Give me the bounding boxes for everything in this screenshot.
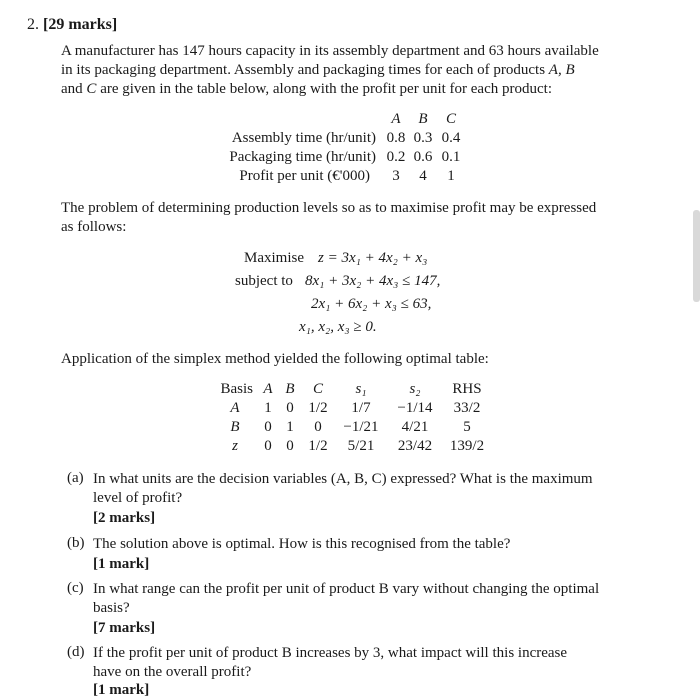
question-marks: [29 marks] — [43, 16, 118, 33]
cell: 5 — [463, 419, 471, 435]
part-text-line-2: have on the overall profit? — [93, 664, 252, 680]
table-row — [205, 418, 491, 437]
cell: 33/2 — [453, 400, 481, 416]
part-text-line-2: basis? — [93, 600, 130, 616]
part-label: (b) — [67, 535, 85, 551]
part-text-line-1: In what units are the decision variables (A, B, C) expressed? What is the maximum — [93, 471, 593, 487]
cell: 0 — [264, 438, 272, 454]
question-number: 2. — [27, 16, 39, 33]
cell: 5/21 — [347, 438, 375, 454]
intro-line-3-post: are given in the table below, along with the profit per unit for each product: — [96, 81, 552, 97]
simplex-intro: Application of the simplex method yielded the following optimal table: — [61, 351, 489, 367]
cell: 0 — [264, 419, 272, 435]
cell: 23/42 — [397, 438, 433, 454]
part-label: (a) — [67, 470, 84, 486]
cell: A — [230, 400, 240, 416]
cell: 4 — [419, 168, 427, 184]
cell: 0 — [286, 438, 294, 454]
cell: 1 — [447, 168, 455, 184]
table-row — [214, 148, 466, 167]
cell: 0 — [286, 400, 294, 416]
intro-line-3-pre: and — [61, 81, 87, 97]
cell: 0 — [314, 419, 322, 435]
header-rhs: RHS — [452, 381, 482, 397]
cell: −1/14 — [397, 400, 433, 416]
lp-objective: z = 3x₁ + 4x₂ + x₃ — [318, 250, 428, 266]
lp-maximise-label: Maximise — [244, 250, 304, 266]
product-table — [214, 110, 466, 186]
cell: 0.2 — [386, 149, 406, 165]
part-label: (c) — [67, 580, 84, 596]
part-text-line-1: If the profit per unit of product B increases by 3, what impact will this increase — [93, 645, 568, 661]
problem-text-line-1: The problem of determining production levels so as to maximise profit may be expressed — [61, 200, 597, 216]
header-B: B — [285, 381, 295, 397]
question-header — [27, 16, 117, 34]
cell: 4/21 — [401, 419, 429, 435]
intro-line-3-var: C — [86, 81, 97, 97]
header-s2: s₂ — [409, 381, 421, 397]
cell: z — [232, 438, 238, 454]
cell: 0.3 — [413, 130, 433, 146]
part-marks: [2 marks] — [93, 510, 156, 526]
cell: B — [230, 419, 240, 435]
scrollbar[interactable] — [693, 210, 700, 302]
table-row — [205, 437, 491, 456]
part-label: (d) — [67, 644, 85, 660]
simplex-table — [205, 380, 491, 456]
cell: 139/2 — [449, 438, 485, 454]
part-marks: [1 mark] — [93, 556, 150, 572]
part-marks: [7 marks] — [93, 620, 156, 636]
cell: 3 — [392, 168, 400, 184]
cell: −1/21 — [343, 419, 379, 435]
part-text-line-2: level of profit? — [93, 490, 183, 506]
cell: 0.8 — [386, 130, 406, 146]
lp-constraint-1: 8x₁ + 3x₂ + 4x₃ ≤ 147, — [305, 273, 441, 289]
header-basis: Basis — [220, 381, 253, 397]
header-s1: s₁ — [355, 381, 367, 397]
problem-text-line-2: as follows: — [61, 219, 127, 235]
header-C: C — [312, 381, 323, 397]
table-row — [205, 399, 491, 418]
lp-constraint-2: 2x₁ + 6x₂ + x₃ ≤ 63, — [311, 296, 432, 312]
cell: 1 — [286, 419, 294, 435]
row-label: Assembly time (hr/unit) — [231, 130, 376, 146]
product-table-header — [214, 110, 466, 129]
row-label: Packaging time (hr/unit) — [229, 149, 376, 165]
intro-line-2 — [61, 61, 575, 80]
lp-nonnegativity: x₁, x₂, x₃ ≥ 0. — [299, 319, 377, 335]
intro-line-3 — [61, 80, 552, 99]
header-A: A — [263, 381, 273, 397]
intro-line-2-text: in its packaging department. Assembly and packaging times for each of products — [61, 62, 549, 78]
cell: 0.1 — [441, 149, 461, 165]
table-row — [214, 129, 466, 148]
table-row — [214, 167, 466, 186]
header-C: C — [445, 111, 456, 127]
part-text-line-1: The solution above is optimal. How is this recognised from the table? — [93, 536, 511, 552]
cell: 0.4 — [441, 130, 461, 146]
row-label: Profit per unit (€'000) — [239, 168, 370, 184]
cell: 1/7 — [351, 400, 371, 416]
cell: 1/2 — [308, 438, 328, 454]
part-text-line-1: In what range can the profit per unit of product B vary without changing the optimal — [93, 581, 600, 597]
cell: 1/2 — [308, 400, 328, 416]
lp-subject-to-label: subject to — [235, 273, 293, 289]
intro-line-2-vars: A, B — [548, 62, 575, 78]
intro-line-1: A manufacturer has 147 hours capacity in its assembly department and 63 hours available — [61, 43, 599, 59]
cell: 1 — [264, 400, 272, 416]
part-marks: [1 mark] — [93, 682, 150, 698]
cell: 0.6 — [413, 149, 433, 165]
header-A: A — [391, 111, 401, 127]
simplex-table-header — [205, 380, 491, 399]
header-B: B — [418, 111, 428, 127]
